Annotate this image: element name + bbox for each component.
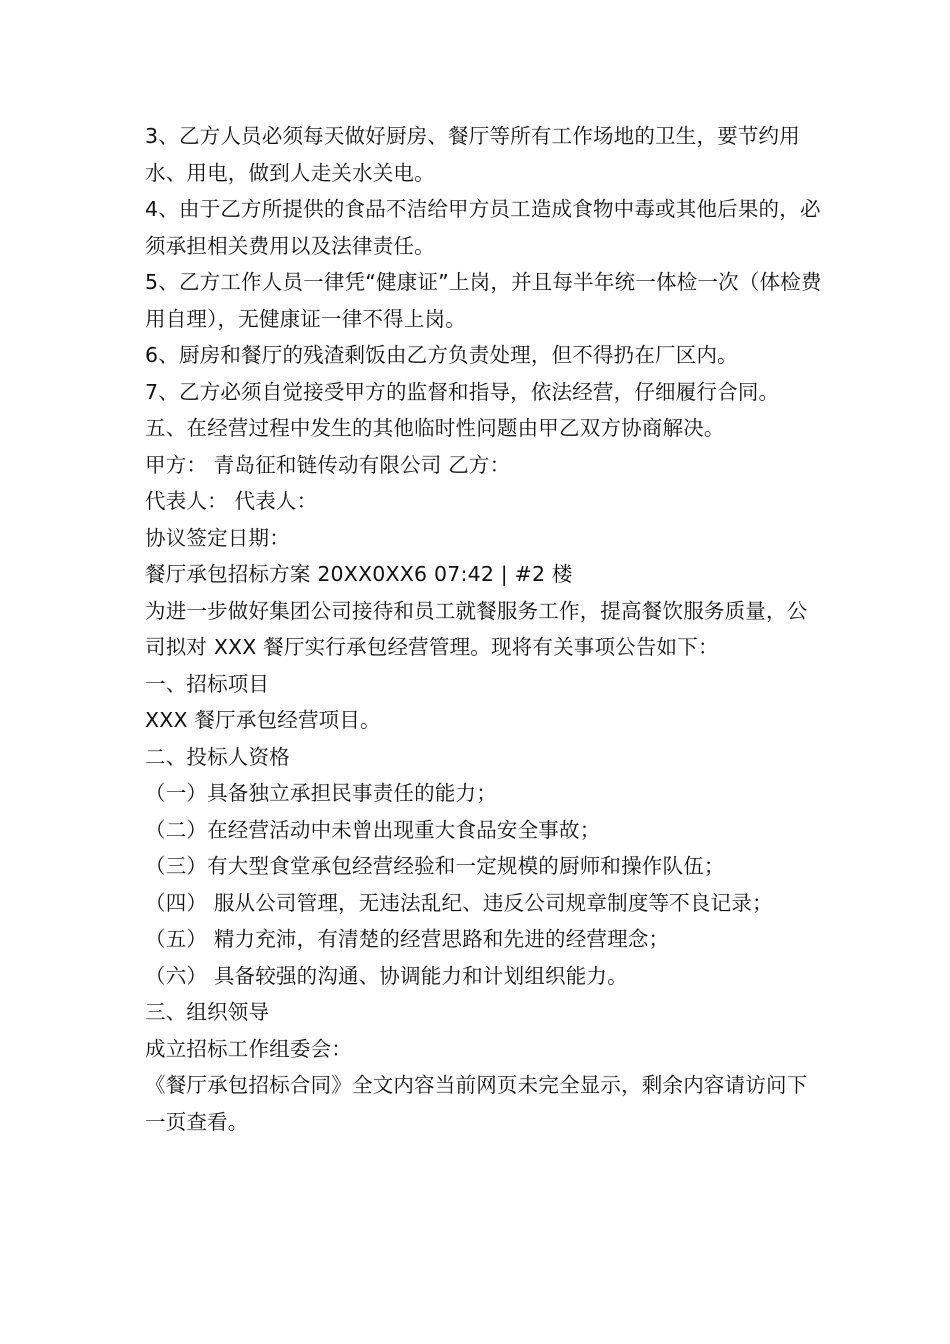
party-line: 甲方： 青岛征和链传动有限公司 乙方： bbox=[145, 452, 511, 477]
qualification-6: （六） 具备较强的沟通、协调能力和计划组织能力。 bbox=[145, 963, 628, 988]
continuation-notice: 《餐厅承包招标合同》全文内容当前网页未完全显示，剩余内容请访问下一页查看。 bbox=[145, 1073, 808, 1134]
qualification-5: （五） 精力充沛，有清楚的经营思路和先进的经营理念； bbox=[145, 927, 670, 951]
qualification-4: （四） 服从公司管理，无违法乱纪、违反公司规章制度等不良记录； bbox=[145, 890, 773, 915]
committee-line: 成立招标工作组委会： bbox=[145, 1036, 352, 1061]
tender-intro: 为进一步做好集团公司接待和员工就餐服务工作，提高餐饮服务质量，公司拟对 XXX 餐厅实行承包经营管理。现将有关事项公告如下： bbox=[145, 598, 808, 659]
representative-line: 代表人： 代表人： bbox=[145, 489, 318, 513]
tender-project: XXX 餐厅承包经营项目。 bbox=[145, 708, 381, 732]
tender-plan-heading: 餐厅承包招标方案 20XX0XX6 07:42 | #2 楼 bbox=[145, 562, 573, 586]
signing-date-line: 协议签定日期： bbox=[145, 525, 290, 550]
clause-7-supervision: 7、乙方必须自觉接受甲方的监督和指导，依法经营，仔细履行合同。 bbox=[145, 379, 780, 404]
clause-4-food-safety: 4、由于乙方所提供的食品不洁给甲方员工造成食物中毒或其他后果的，必须承担相关费用以及法律责任。 bbox=[145, 197, 821, 258]
clause-6-waste: 6、厨房和餐厅的残渣剩饭由乙方负责处理，但不得扔在厂区内。 bbox=[145, 343, 738, 367]
section-5-negotiation: 五、在经营过程中发生的其他临时性问题由甲乙双方协商解决。 bbox=[145, 416, 725, 440]
section-1-heading: 一、招标项目 bbox=[145, 671, 270, 696]
section-3-heading: 三、组织领导 bbox=[145, 1000, 270, 1024]
document-body bbox=[145, 118, 825, 1140]
clause-5-health-certificate: 5、乙方工作人员一律凭“健康证”上岗，并且每半年统一体检一次（体检费用自理），无健康证一律不得上岗。 bbox=[145, 270, 822, 331]
qualification-2: （二）在经营活动中未曾出现重大食品安全事故； bbox=[145, 817, 601, 842]
clause-3-hygiene: 3、乙方人员必须每天做好厨房、餐厅等所有工作场地的卫生，要节约用水、用电，做到人走关水关电。 bbox=[145, 124, 800, 185]
section-2-heading: 二、投标人资格 bbox=[145, 744, 290, 769]
qualification-1: （一）具备独立承担民事责任的能力； bbox=[145, 781, 497, 805]
qualification-3: （三）有大型食堂承包经营经验和一定规模的厨师和操作队伍； bbox=[145, 854, 725, 878]
